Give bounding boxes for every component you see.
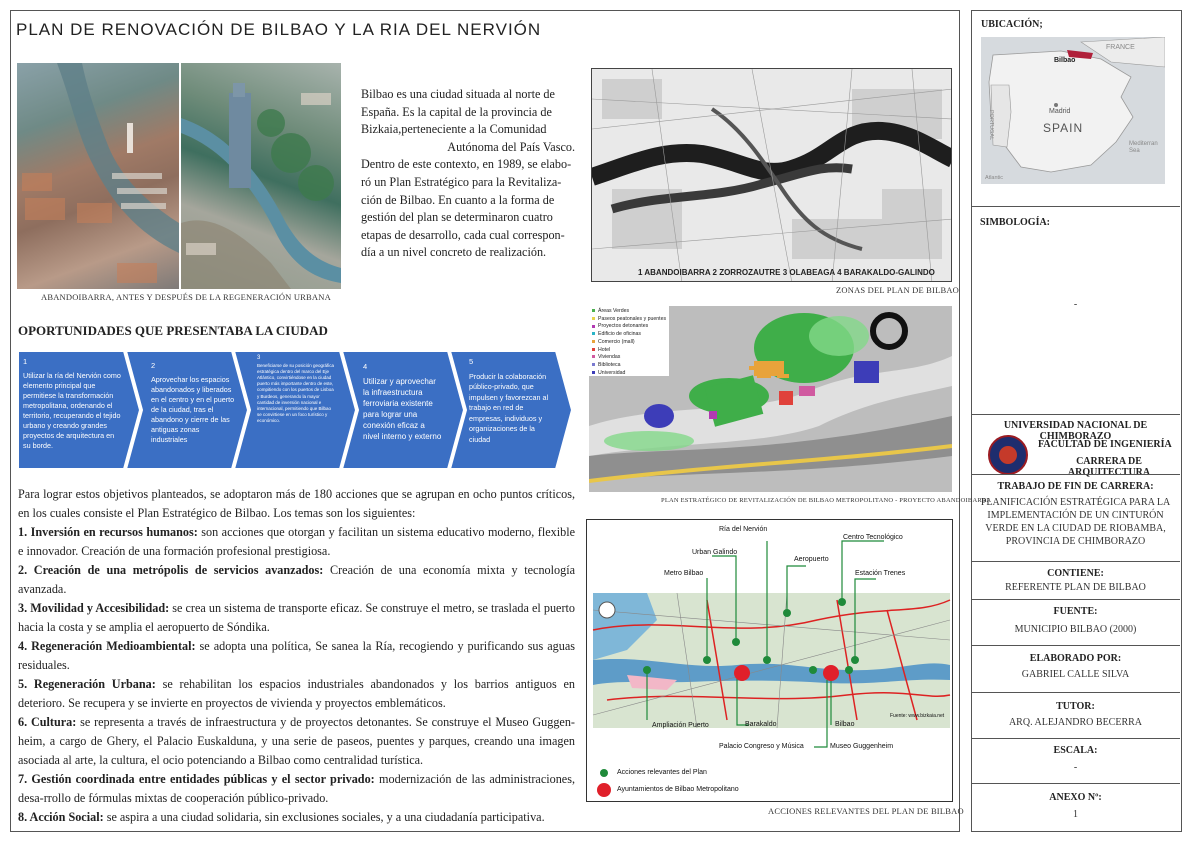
intro-line: etapas de desarrollo, cada cual correspon- <box>361 227 565 242</box>
step-text: Producir la colaboración público-privado, que impulsen y favorezcan al trabajo en red de empresas, individuos y organizaciones de la ciudad <box>469 371 549 444</box>
opportunities-steps <box>18 351 574 469</box>
intro-line: Bilbao es una ciudad situada al norte de <box>361 87 555 101</box>
step-number: 1 <box>23 357 28 366</box>
opportunities-title: OPORTUNIDADES QUE PRESENTABA LA CIUDAD <box>18 323 328 338</box>
topic-item <box>18 808 575 827</box>
topic-head: 2. Creación de una metrópolis de servicios avanzados: <box>18 563 324 577</box>
legend-label: Comercio (mall) <box>598 338 635 345</box>
topic-item <box>18 713 575 770</box>
step-3 <box>257 355 337 424</box>
step-text: Aprovechar los espacios abandonados y liberados en el centro y en el puerto de la ciudad, tras el abandono y cierre de las antiguas zonas industriales <box>151 375 235 444</box>
legend-swatch <box>592 363 595 366</box>
legend-label: Edificio de oficinas <box>598 331 641 338</box>
legend-item <box>592 370 666 378</box>
title-block <box>971 10 1182 832</box>
page-title: PLAN DE RENOVACIÓN DE BILBAO Y LA RIA DEL NERVIÓN <box>16 20 542 39</box>
topic-text: se crea un sistema de transporte eficaz. Se construye el metro, se traslada el puerto hacia la costa y se amplia el aeropuerto de Sóndika. <box>18 601 575 634</box>
label-palacio-congreso: Palacio Congreso y Música <box>719 743 804 750</box>
topic-head: 8. Acción Social: <box>18 810 104 824</box>
topic-text: se representa a través de infraestructura y de proyectos detonantes. Se construye el Museo Guggen-heim, a cargo de Ghery, el Palacio Euskalduna, y una serie de paseos, puentes y parques, creando una imagen asociada al arte, la cultura, el ocio potenciando a Bilbao como centralidad turística. <box>18 715 575 767</box>
legend-item <box>592 308 666 316</box>
institution-section <box>971 414 1180 478</box>
label-centro-tecnologico: Centro Tecnológico <box>843 534 903 541</box>
scale-label: ESCALA: <box>1053 745 1098 756</box>
label-ria-nervion: Ría del Nervión <box>719 526 768 533</box>
legend-item <box>592 362 666 370</box>
legend-item <box>592 354 666 362</box>
topics-intro: Para lograr estos objetivos planteados, se adoptaron más de 180 acciones que se agrupan en ocho puntos críticos, en los cuales consiste el Plan Estratégico de Bilbao. Los temas son los siguientes: <box>18 487 575 520</box>
legend-swatch <box>592 325 595 328</box>
career-name: CARRERA DE ARQUITECTURA <box>1067 456 1151 478</box>
abandoibarra-before-photo <box>17 63 179 289</box>
label-bilbao: Bilbao <box>835 721 855 728</box>
legend-label: Viviendas <box>598 354 621 361</box>
university-logo-icon <box>988 435 1028 475</box>
author-value: GABRIEL CALLE SILVA <box>1021 669 1130 680</box>
step-4 <box>363 361 443 442</box>
topic-item <box>18 561 575 599</box>
step-number: 3 <box>257 355 261 361</box>
legend-swatch <box>592 317 595 320</box>
source-label: FUENTE: <box>1053 606 1098 617</box>
author-section <box>971 645 1180 692</box>
intro-text <box>361 86 575 262</box>
scale-value: - <box>1073 762 1078 773</box>
map-label-portugal: PORTUGAL <box>988 110 994 141</box>
tutor-section <box>971 692 1180 738</box>
topic-text: se adopta una política, Se sanea la Ría, recogiendo y purificando sus aguas residuales. <box>18 639 576 672</box>
author-label: ELABORADO POR: <box>1029 653 1122 664</box>
map-label-madrid: Madrid <box>1049 108 1071 115</box>
step-1 <box>23 357 123 451</box>
intro-line: ción de Bilbao. En cuanto a la forma de <box>361 192 555 207</box>
legend-label: Áreas Verdes <box>598 308 630 314</box>
map-label-bilbao: Bilbao <box>1054 57 1076 64</box>
contains-section <box>971 561 1180 599</box>
thesis-value: PLANIFICACIÓN ESTRATÉGICA PARA LA IMPLEMENTACIÓN DE UN CINTURÓN VERDE EN LA CIUDAD DE RIOBAMBA, PROVINCIA DE CHIMBORAZO <box>980 497 1171 547</box>
topic-item <box>18 770 575 808</box>
topic-text: modernización de las administraciones, desa-rrollo de fórmulas mixtas de cooperación público-privado. <box>18 772 575 805</box>
label-metro-bilbao: Metro Bilbao <box>664 570 704 577</box>
map-label-atlantic: Atlantic <box>985 175 1004 181</box>
topic-item <box>18 599 575 637</box>
label-barakaldo: Barakaldo <box>745 721 777 728</box>
legend-item <box>592 323 666 331</box>
zones-map <box>591 68 952 282</box>
legend-swatch <box>592 332 595 335</box>
contains-label: CONTIENE: <box>1047 568 1104 579</box>
legend-item <box>592 316 666 324</box>
source-section <box>971 599 1180 645</box>
step-text: Utilizar la ría del Nervión como elemento principal que permitiese la transformación metropolitana, ordenando el territorio, recuperando el tejido urbano y creando grandes proyectos de arquitectura en su borde. <box>23 371 121 450</box>
symbology-section <box>971 206 1180 414</box>
legend-label: Paseos peatonales y puentes <box>598 315 667 322</box>
topic-head: 5. Regeneración Urbana: <box>18 677 156 691</box>
actions-caption: ACCIONES RELEVANTES DEL PLAN DE BILBAO <box>768 806 964 816</box>
thesis-section <box>971 474 1180 561</box>
university-name: UNIVERSIDAD NACIONAL DE CHIMBORAZO <box>1003 420 1148 442</box>
intro-line: España. Es la capital de la provincia de <box>361 104 552 119</box>
symbology-value: - <box>1073 299 1078 310</box>
tutor-label: TUTOR: <box>1056 701 1095 712</box>
legend-item <box>592 347 666 355</box>
zones-label: 1 ABANDOIBARRA 2 ZORROZAUTRE 3 OLABEAGA 4 BARAKALDO-GALINDO <box>638 268 935 277</box>
topic-head: 6. Cultura: <box>18 715 77 729</box>
faculty-name: FACULTAD DE INGENIERÍA <box>1038 439 1172 450</box>
intro-line: día a un nivel concreto de realización. <box>361 245 547 260</box>
legend-swatch <box>592 371 595 374</box>
abandoibarra-plan-map <box>589 306 952 492</box>
actions-map <box>586 519 953 802</box>
topic-head: 1. Inversión en recursos humanos: <box>18 525 198 539</box>
topic-item <box>18 637 575 675</box>
plan-topics <box>18 485 575 827</box>
map-label-sea: Mediterran Sea <box>1129 141 1158 154</box>
topic-head: 7. Gestión coordinada entre entidades públicas y el sector privado: <box>18 772 375 786</box>
topic-item <box>18 675 575 713</box>
annex-section <box>971 783 1180 831</box>
plan-caption: PLAN ESTRATÉGICO DE REVITALIZACIÓN DE BILBAO METROPOLITANO - PROYECTO ABANDOIBARRA <box>661 497 992 504</box>
photo-caption: ABANDOIBARRA, ANTES Y DESPUÉS DE LA REGENERACIÓN URBANA <box>41 292 331 302</box>
annex-label: ANEXO Nº: <box>1049 792 1102 803</box>
legend-label: Proyectos detonantes <box>598 323 649 330</box>
intro-line: Dentro de este contexto, en 1989, se elabo- <box>361 157 572 172</box>
step-5 <box>469 357 551 445</box>
actions-source: Fuente: www.bizkaia.net <box>890 713 945 719</box>
label-estacion-trenes: Estación Trenes <box>855 570 906 577</box>
topic-item <box>18 523 575 561</box>
step-text: Beneficiarse de su posición geográfica estratégica dentro del marco del Eje Atlántico, convirtiéndose en la ciudad puerto más importante dentro de este, compitiendo con los puertos de Lisboa y Burdeos, generando la mayor cantidad de inversión nacional e internacional, permitiendo que Bilbao se convirtiese en un foco turístico y económico. <box>257 363 335 423</box>
zones-caption: ZONAS DEL PLAN DE BILBAO <box>836 285 960 295</box>
source-value: MUNICIPIO BILBAO (2000) <box>1014 624 1137 635</box>
legend-label: Biblioteca <box>598 361 621 368</box>
location-label: UBICACIÓN; <box>981 19 1043 30</box>
topic-head: 4. Regeneración Medioambiental: <box>18 639 196 653</box>
step-number: 2 <box>151 361 156 370</box>
contains-value: REFERENTE PLAN DE BILBAO <box>1005 582 1146 593</box>
map-label-france: FRANCE <box>1106 44 1135 51</box>
intro-line: gestión del plan se determinaron cuatro <box>361 210 553 225</box>
symbology-label: SIMBOLOGÍA: <box>980 217 1051 228</box>
step-2 <box>151 361 235 445</box>
legend-plan-actions: Acciones relevantes del Plan <box>617 769 707 776</box>
topic-text: son acciones que otorgan y facilitan un sistema educativo moderno, flexible e innovador. Creación de una formación profesional prestigiosa. <box>18 525 575 558</box>
intro-line: ró un Plan Estratégico para la Revitaliza- <box>361 174 562 189</box>
plan-legend <box>589 306 669 376</box>
map-label-spain: SPAIN <box>1043 121 1084 135</box>
label-museo-guggenheim: Museo Guggenheim <box>830 743 894 750</box>
intro-line: Bizkaia,perteneciente a la Comunidad <box>361 122 547 137</box>
location-map <box>981 37 1165 184</box>
step-number: 4 <box>363 362 368 371</box>
topic-text: Creación de una economía mixta y tecnología avanzada. <box>18 563 576 596</box>
topic-text: se aspira a una ciudad solidaria, sin exclusiones sociales, y a una ciudadanía participativa. <box>103 810 545 824</box>
legend-swatch <box>592 348 595 351</box>
legend-swatch <box>592 309 595 312</box>
annex-value: 1 <box>1073 809 1078 820</box>
abandoibarra-after-photo <box>181 63 341 289</box>
label-aeropuerto: Aeropuerto <box>794 556 829 563</box>
topic-text: se rehabilitan los espacios industriales abandonados y los barrios antiguos en deterioro. Se recupera y se invierte en proyectos de vivienda y proyectos emblemáticos. <box>18 677 575 710</box>
legend-item <box>592 331 666 339</box>
intro-line: Autónoma del País Vasco. <box>447 139 575 154</box>
label-urban-galindo: Urban Galindo <box>692 549 738 556</box>
legend-label: Universidad <box>598 369 626 376</box>
legend-item <box>592 339 666 347</box>
legend-municipalities: Ayuntamientos de Bilbao Metropolitano <box>617 786 739 793</box>
legend-swatch <box>592 340 595 343</box>
topic-head: 3. Movilidad y Accesibilidad: <box>18 601 170 615</box>
legend-label: Hotel <box>598 346 611 353</box>
legend-swatch <box>592 355 595 358</box>
tutor-value: ARQ. ALEJANDRO BECERRA <box>1008 717 1143 728</box>
scale-section <box>971 738 1180 783</box>
step-text: Utilizar y aprovechar la infraestructura ferroviaria existente para lograr una conexión eficaz a nivel interno y externo <box>363 377 442 441</box>
step-number: 5 <box>469 357 474 366</box>
thesis-label: TRABAJO DE FIN DE CARRERA: <box>997 481 1154 492</box>
label-ampliacion-puerto: Ampliación Puerto <box>652 722 709 729</box>
